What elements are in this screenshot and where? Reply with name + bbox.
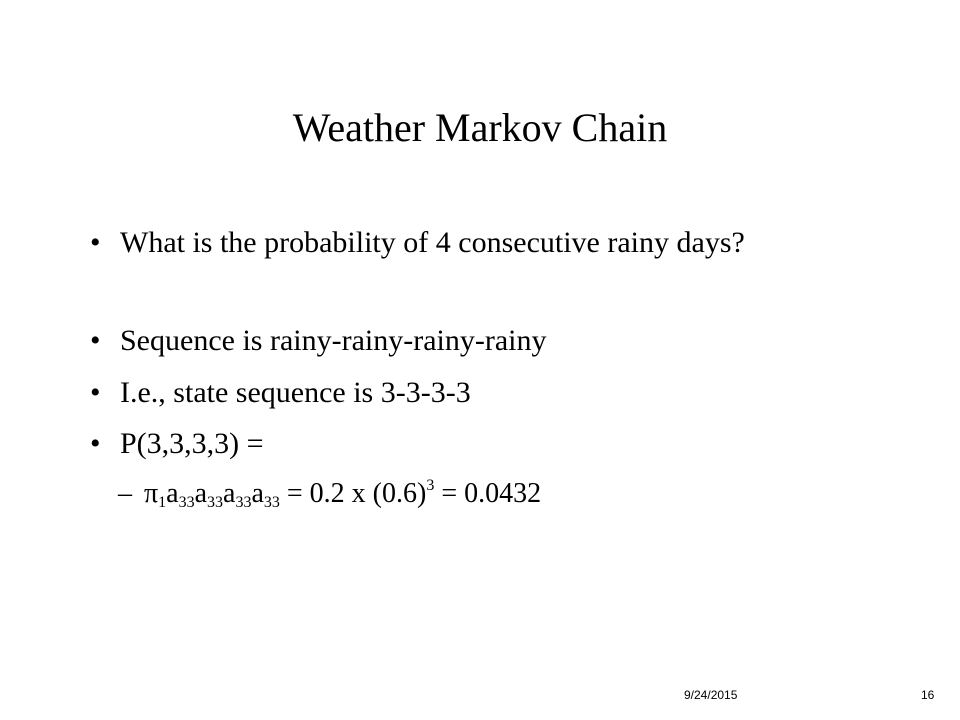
pi-symbol: π: [144, 478, 159, 509]
page-number: 16: [921, 688, 935, 702]
a-subscript: 33: [178, 494, 195, 511]
bullet-item: [90, 222, 840, 264]
slide-title: Weather Markov Chain: [292, 105, 668, 150]
bullet-icon: •: [90, 226, 101, 259]
bullet-icon: •: [90, 324, 101, 357]
bullet-item: [90, 320, 840, 362]
a-term: a: [223, 478, 236, 509]
bullet-item: [90, 423, 840, 465]
dash-icon: –: [118, 478, 132, 509]
bullet-text: Sequence is rainy-rainy-rainy-rainy: [120, 324, 547, 357]
footer-date: 9/24/2015: [684, 688, 738, 702]
bullet-text: What is the probability of 4 consecutive rainy days?: [120, 226, 745, 259]
sub-bullet-formula: [118, 474, 541, 514]
a-subscript: 33: [263, 494, 280, 511]
formula-equals-1: = 0.2 x (0.6): [279, 478, 427, 509]
bullet-text: I.e., state sequence is 3-3-3-3: [120, 376, 471, 409]
formula-result: = 0.0432: [434, 478, 542, 509]
bullet-icon: •: [90, 427, 101, 460]
bullet-text: P(3,3,3,3) =: [120, 427, 264, 460]
a-term: a: [194, 478, 208, 509]
pi-subscript: 1: [158, 494, 167, 511]
a-term: a: [166, 478, 179, 509]
bullet-item: [90, 372, 840, 414]
a-subscript: 33: [235, 494, 252, 511]
a-term: a: [251, 478, 264, 509]
exponent: 3: [426, 477, 435, 494]
a-subscript: 33: [207, 494, 224, 511]
bullet-icon: •: [90, 376, 101, 409]
